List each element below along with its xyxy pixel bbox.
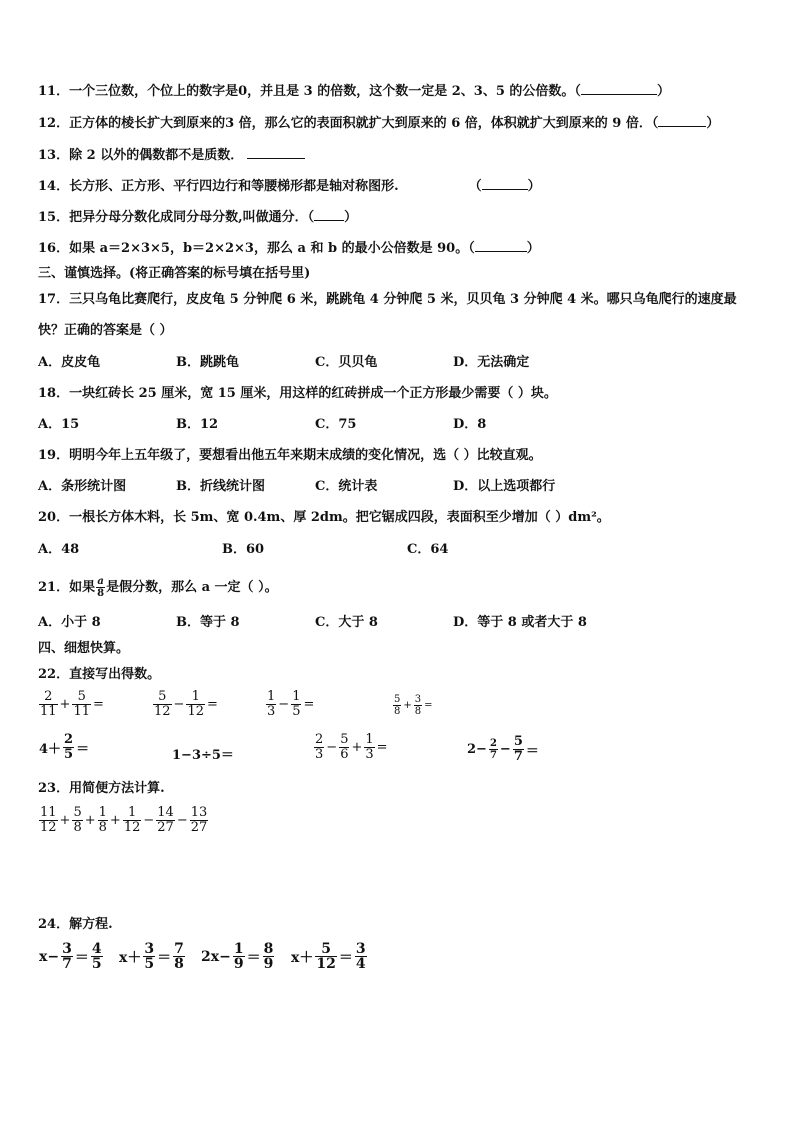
option-c[interactable]: C．大于 8 <box>315 615 378 630</box>
option-a[interactable]: A．48 <box>38 542 80 557</box>
section-heading-3: 三、谨慎选择。(将正确答案的标号填在括号里) <box>38 266 311 281</box>
question-17-line2: 快？正确的答案是（ ） <box>38 323 173 338</box>
fraction: $\frac{a}{8}$ <box>97 576 105 599</box>
question-18: 18．一块红砖长 25 厘米，宽 15 厘米，用这样的红砖拼成一个正方形最少需要（ ）块。 <box>38 386 557 401</box>
answer-blank[interactable] <box>247 146 305 159</box>
option-c[interactable]: C．贝贝龟 <box>315 355 378 370</box>
answer-blank[interactable] <box>314 208 344 221</box>
expression-6: 1−3÷5＝ <box>172 748 234 763</box>
question-11 <box>38 82 670 101</box>
question-text: 正方体的棱长扩大到原来的3 倍，那么它的表面积就扩大到原来的 6 倍，体积就扩大到原来的 9 倍．（ <box>69 116 659 131</box>
question-text: 把异分母分数化成同分母分数,叫做通分．（ <box>69 210 315 225</box>
section-heading-4: 四、细想快算。 <box>38 641 130 656</box>
answer-blank[interactable] <box>581 82 657 95</box>
question-14 <box>38 177 541 196</box>
option-b[interactable]: B．折线统计图 <box>176 479 265 494</box>
question-13 <box>38 146 305 165</box>
bracket-close: ） <box>526 241 540 256</box>
bracket-close: ） <box>344 210 358 225</box>
option-b[interactable]: B．12 <box>176 417 219 432</box>
question-21 <box>38 574 278 602</box>
option-a[interactable]: A．15 <box>38 417 80 432</box>
bracket-close: ） <box>656 84 670 99</box>
expression-1: $\frac{2}{11}$ + $\frac{5}{11}$ = <box>40 689 104 719</box>
equation-3: 2x− $\frac{1}{9}$ ＝ $\frac{8}{9}$ <box>201 941 274 972</box>
option-b[interactable]: B．跳跳龟 <box>176 355 239 370</box>
question-text: 一个三位数，个位上的数字是0，并且是 3 的倍数，这个数一定是 2、3、5 的公倍数。（ <box>69 84 581 99</box>
option-b[interactable]: B．60 <box>222 542 265 557</box>
question-text: 除 2 以外的偶数都不是质数． <box>69 148 244 163</box>
question-number: 12． <box>38 116 70 131</box>
equation-1: x− $\frac{3}{7}$ ＝ $\frac{4}{5}$ <box>39 941 102 972</box>
option-c[interactable]: C．统计表 <box>315 479 378 494</box>
option-c[interactable]: C．64 <box>407 542 449 557</box>
question-12 <box>38 114 719 133</box>
equation-2: x＋ $\frac{3}{5}$ ＝ $\frac{7}{8}$ <box>119 941 184 972</box>
question-16 <box>38 239 540 258</box>
expression-7: $\frac{2}{3}$ − $\frac{5}{6}$ + $\frac{1}{3}$ = <box>315 732 388 762</box>
question-number: 15． <box>38 210 70 225</box>
answer-blank[interactable] <box>482 177 528 190</box>
equation-4: x＋ $\frac{5}{12}$ ＝ $\frac{3}{4}$ <box>291 941 366 972</box>
expression-5: 4＋ $\frac{2}{5}$ ＝ <box>39 732 90 762</box>
question-19: 19．明明今年上五年级了，要想看出他五年来期末成绩的变化情况，选（ ）比较直观。 <box>38 448 542 463</box>
question-number: 11． <box>38 84 70 99</box>
option-d[interactable]: D．无法确定 <box>453 355 530 370</box>
bracket-close: ） <box>706 116 720 131</box>
question-20: 20．一根长方体木料，长 5m、宽 0.4m、厚 2dm。把它锯成四段，表面积至少增加（ ）dm²。 <box>38 510 610 525</box>
expression-8: 2− $\frac{2}{7}$ − $\frac{5}{7}$ ＝ <box>467 734 539 764</box>
question-text: 长方形、正方形、平行四边行和等腰梯形都是轴对称图形. <box>69 179 399 194</box>
question-text: 如果 a＝2×3×5，b＝2×2×3，那么 a 和 b 的最小公倍数是 90。（ <box>69 241 475 256</box>
answer-blank[interactable] <box>475 239 527 252</box>
question-number: 13． <box>38 148 70 163</box>
option-c[interactable]: C．75 <box>315 417 357 432</box>
option-a[interactable]: A．皮皮龟 <box>38 355 101 370</box>
expression-9: $\frac{11}{12}$ + $\frac{5}{8}$ + $\frac{1}{8}$ + $\frac{1}{12}$ − $\frac{14}{27}$ − $\frac{13}{27}$ <box>40 805 208 835</box>
question-number: 14． <box>38 179 70 194</box>
option-a[interactable]: A．小于 8 <box>38 615 101 630</box>
question-text: 是假分数，那么 a 一定（ ）。 <box>106 580 278 595</box>
expression-3: $\frac{1}{3}$ − $\frac{1}{5}$ = <box>267 689 315 719</box>
bracket-open: （ <box>468 179 482 194</box>
question-23: 23．用简便方法计算. <box>38 781 165 796</box>
answer-blank[interactable] <box>658 114 706 127</box>
question-number: 16． <box>38 241 70 256</box>
option-d[interactable]: D．等于 8 或者大于 8 <box>453 615 587 630</box>
option-b[interactable]: B．等于 8 <box>176 615 240 630</box>
question-15 <box>38 208 357 227</box>
expression-4: $\frac{5}{8}$ + $\frac{3}{8}$ = <box>394 694 433 717</box>
option-a[interactable]: A．条形统计图 <box>38 479 127 494</box>
expression-2: $\frac{5}{12}$ − $\frac{1}{12}$ = <box>154 689 218 719</box>
question-text: 21．如果 <box>38 580 96 595</box>
option-d[interactable]: D．以上选项都行 <box>453 479 556 494</box>
question-17-line1: 17．三只乌龟比赛爬行，皮皮龟 5 分钟爬 6 米，跳跳龟 4 分钟爬 5 米，贝贝龟 3 分钟爬 4 米。哪只乌龟爬行的速度最 <box>38 292 737 307</box>
option-d[interactable]: D．8 <box>453 417 487 432</box>
question-24: 24．解方程. <box>38 917 113 932</box>
bracket-close: ） <box>527 179 541 194</box>
question-22: 22．直接写出得数。 <box>38 667 161 682</box>
